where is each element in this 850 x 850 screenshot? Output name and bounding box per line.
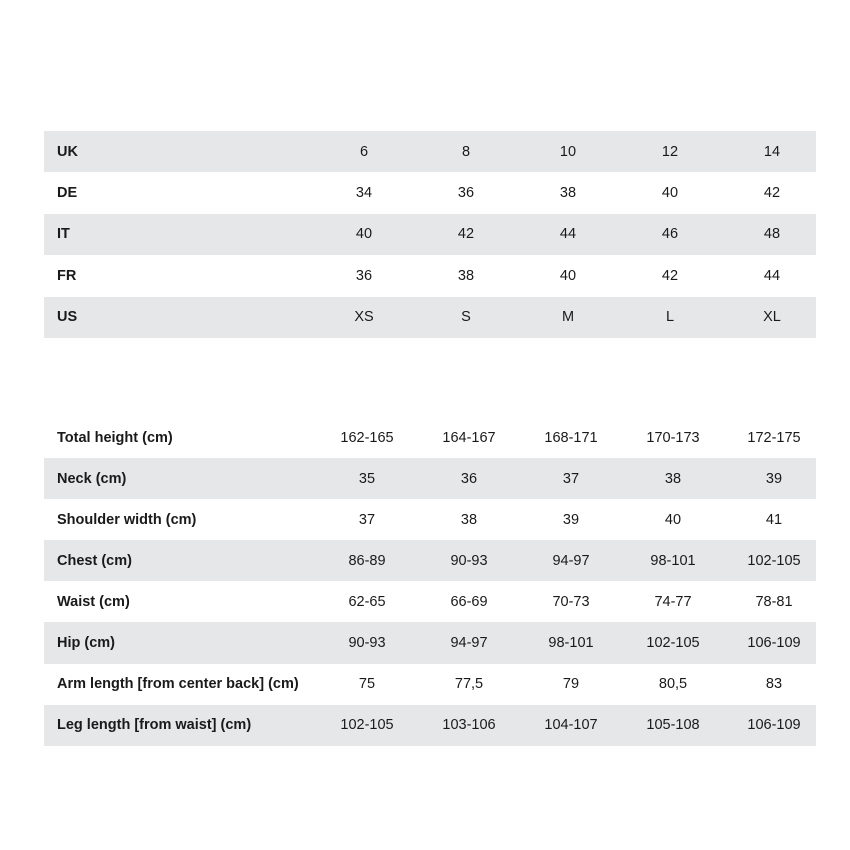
- row-label: Waist (cm): [57, 593, 130, 610]
- table-cell: 74-77: [654, 593, 692, 610]
- table-cell: 6: [359, 143, 369, 160]
- table-cell: 106-109: [747, 717, 801, 734]
- body-measurement-table: [44, 417, 816, 746]
- table-cell: 14: [763, 143, 781, 160]
- table-row: [44, 255, 816, 296]
- table-cell: 38: [664, 470, 682, 487]
- table-cell: 106-109: [747, 635, 801, 652]
- table-cell: 40: [664, 511, 682, 528]
- table-cell: 80,5: [658, 676, 688, 693]
- table-cell: 164-167: [442, 429, 496, 446]
- table-cell: 105-108: [646, 717, 700, 734]
- table-cell: 162-165: [340, 429, 394, 446]
- table-cell: 90-93: [348, 635, 386, 652]
- table-cell: 34: [355, 185, 373, 202]
- row-label: Shoulder width (cm): [57, 511, 197, 528]
- table-cell: 62-65: [348, 593, 386, 610]
- table-row: [44, 417, 816, 458]
- table-cell: 40: [661, 185, 679, 202]
- table-cell: 42: [661, 267, 679, 284]
- table-cell: 44: [559, 226, 577, 243]
- table-cell: 37: [358, 511, 376, 528]
- table-row: [44, 664, 816, 705]
- table-cell: 40: [559, 267, 577, 284]
- table-cell: 78-81: [755, 593, 793, 610]
- table-cell: 77,5: [454, 676, 484, 693]
- table-cell: S: [461, 309, 471, 326]
- table-cell: XL: [763, 309, 781, 326]
- table-cell: 94-97: [450, 635, 488, 652]
- table-cell: 42: [763, 185, 781, 202]
- table-row: [44, 540, 816, 581]
- table-cell: 41: [765, 511, 783, 528]
- table-row: [44, 581, 816, 622]
- table-cell: 42: [457, 226, 475, 243]
- table-cell: 103-106: [442, 717, 496, 734]
- table-cell: 36: [460, 470, 478, 487]
- row-label: Leg length [from waist] (cm): [57, 717, 252, 734]
- table-cell: 102-105: [340, 717, 394, 734]
- table-row: [44, 499, 816, 540]
- table-cell: 83: [765, 676, 783, 693]
- table-row: [44, 131, 816, 172]
- table-row: [44, 297, 816, 338]
- table-cell: 46: [661, 226, 679, 243]
- table-cell: 8: [461, 143, 471, 160]
- table-cell: 48: [763, 226, 781, 243]
- table-cell: 10: [559, 143, 577, 160]
- table-row: [44, 622, 816, 663]
- row-label: UK: [57, 143, 78, 160]
- row-label: Arm length [from center back] (cm): [57, 676, 299, 693]
- table-cell: 98-101: [650, 552, 696, 569]
- table-cell: 170-173: [646, 429, 700, 446]
- table-cell: M: [561, 309, 575, 326]
- table-cell: 75: [358, 676, 376, 693]
- row-label: DE: [57, 185, 78, 202]
- table-cell: 86-89: [348, 552, 386, 569]
- table-cell: 36: [355, 267, 373, 284]
- table-cell: 98-101: [548, 635, 594, 652]
- row-label: US: [57, 309, 78, 326]
- table-cell: L: [665, 309, 675, 326]
- table-cell: 102-105: [646, 635, 700, 652]
- table-row: [44, 214, 816, 255]
- table-cell: 37: [562, 470, 580, 487]
- table-cell: 168-171: [544, 429, 598, 446]
- row-label: Hip (cm): [57, 635, 115, 652]
- table-cell: 12: [661, 143, 679, 160]
- row-label: Neck (cm): [57, 470, 127, 487]
- table-cell: 66-69: [450, 593, 488, 610]
- table-cell: 172-175: [747, 429, 801, 446]
- table-cell: 40: [355, 226, 373, 243]
- table-cell: 36: [457, 185, 475, 202]
- table-cell: 102-105: [747, 552, 801, 569]
- table-cell: 38: [460, 511, 478, 528]
- table-row: [44, 705, 816, 746]
- table-cell: 44: [763, 267, 781, 284]
- table-cell: 38: [559, 185, 577, 202]
- table-row: [44, 172, 816, 213]
- table-cell: 35: [358, 470, 376, 487]
- row-label: IT: [57, 226, 70, 243]
- row-label: Total height (cm): [57, 429, 173, 446]
- size-conversion-table: [44, 131, 816, 338]
- table-cell: 104-107: [544, 717, 598, 734]
- table-cell: 94-97: [552, 552, 590, 569]
- table-cell: 70-73: [552, 593, 590, 610]
- table-cell: 38: [457, 267, 475, 284]
- table-cell: 90-93: [450, 552, 488, 569]
- row-label: FR: [57, 267, 77, 284]
- table-cell: 39: [765, 470, 783, 487]
- row-label: Chest (cm): [57, 552, 132, 569]
- table-cell: 79: [562, 676, 580, 693]
- table-cell: 39: [562, 511, 580, 528]
- table-row: [44, 458, 816, 499]
- table-cell: XS: [354, 309, 374, 326]
